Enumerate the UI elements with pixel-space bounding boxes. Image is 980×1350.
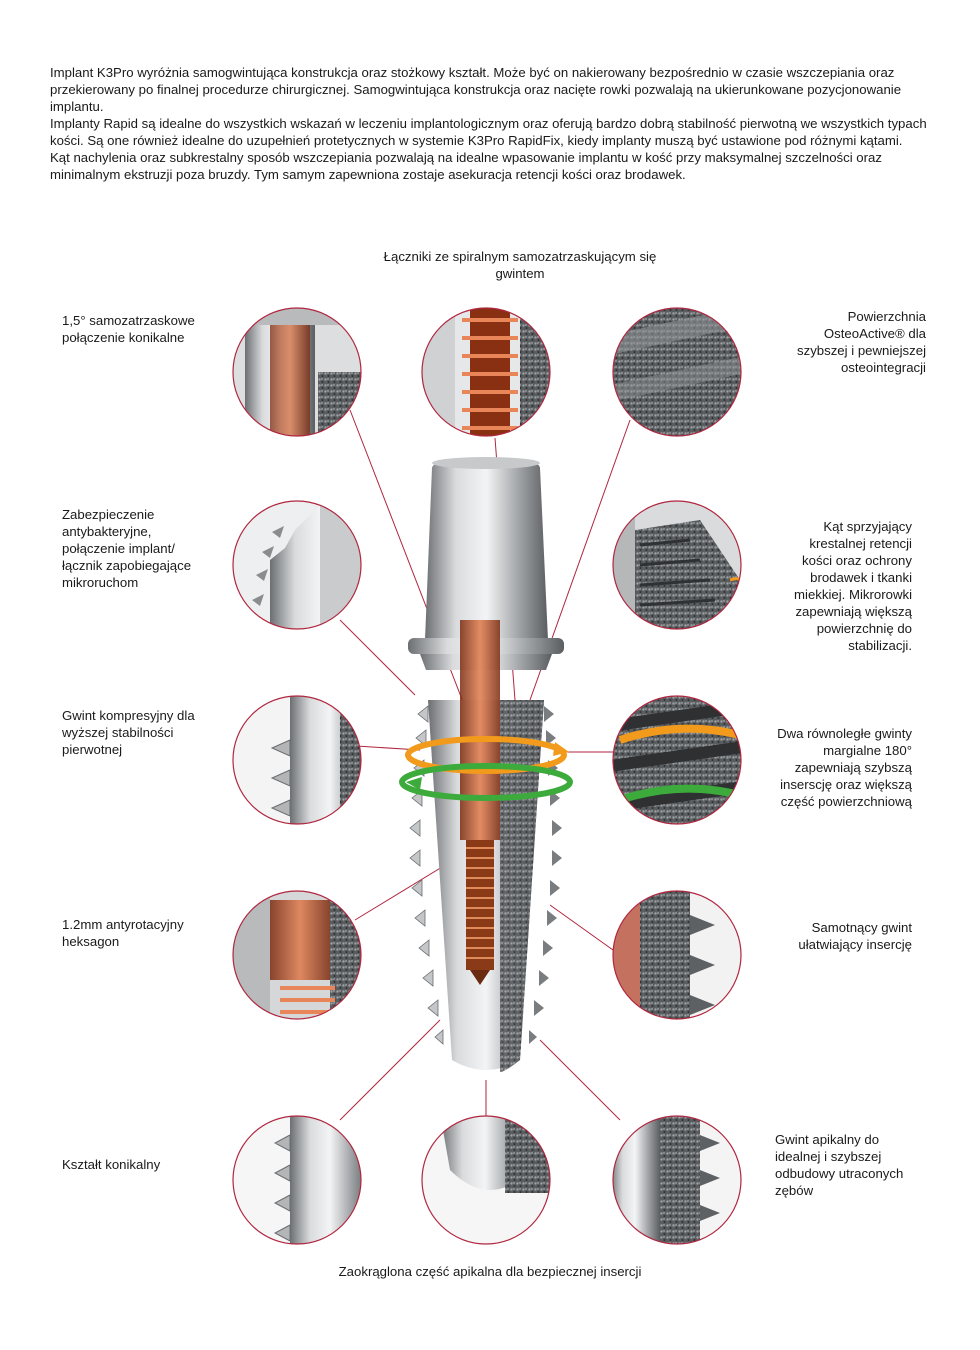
abutment-screw [460, 620, 500, 840]
detail-circle-self-tapping-thread [610, 888, 750, 1028]
label-antibacterial-seal: Zabezpieczenie antybakteryjne, połączenie implant/ łącznik zapobiegające mikroruchom [62, 507, 192, 590]
label-rounded-apex: Zaokrąglona część apikalna dla bezpiecznej insercji [338, 1264, 642, 1279]
label-osteoactive-surface: Powierzchnia OsteoActive® dla szybszej i pewniejszej osteointegracji [797, 309, 926, 375]
intro-paragraph-1: Implant K3Pro wyróżnia samogwintująca konstrukcja oraz stożkowy kształt. Może być on nakierowany bezpośrednio w czasie wszczepiania oraz przekierowany po finalnej procedurze chirurgicznej. Samogwintująca konstrukcja oraz nacięte rowki pozwalają na ukierunkowane pozycjonowanie implantu. [50, 65, 902, 114]
label-compression-thread: Gwint kompresyjny dla wyższej stabilności pierwotnej [62, 708, 195, 757]
detail-circle-compression-thread [230, 693, 370, 833]
label-conical-connection: 1,5° samozatrzaskowe połączenie konikalne [62, 313, 195, 345]
leader-line [340, 620, 415, 695]
detail-circle-crestal-angle [610, 498, 750, 640]
detail-circle-apical-thread [610, 1113, 750, 1253]
implant [402, 457, 570, 1072]
intro-paragraph-3: Kąt nachylenia oraz subkrestalny sposób wszczepiania pozwalają na idealne wpasowanie implantu w kość przy maksymalnej szczelności oraz minimalnym ekstruzji poza bruzdy. Tym samym zapewniona zostaje asekuracja retencji kości oraz brodawek. [50, 150, 882, 182]
label-conical-shape: Kształt konikalny [62, 1157, 161, 1172]
intro-paragraph-2: Implanty Rapid są idealne do wszystkich wskazań w leczeniu implantologicznym oraz oferują bardzo dobrą stabilność pierwotną we wszystkich typach kości. Są one również idealne do uzupełnień protetycznych w systemie K3Pro RapidFix, kiedy implanty muszą być ustawione pod różnymi kątami. [50, 116, 927, 148]
label-crestal-angle: Kąt sprzyjający krestalnej retencji kości oraz ochrony brodawek i tkanki miekkiej. Mikrorowki zapewniają większą powierzchnię do stabilizacji. [794, 519, 912, 653]
detail-circle-antibacterial-seal [230, 498, 370, 640]
detail-circle-hexagon [230, 888, 370, 1028]
label-apical-thread: Gwint apikalny do idealnej i szybszej odbudowy utraconych zębów [775, 1132, 904, 1198]
detail-circle-dual-threads [610, 693, 750, 833]
label-self-tapping-thread: Samotnący gwint ułatwiający insercję [798, 920, 912, 952]
label-hexagon: 1.2mm antyrotacyjny heksagon [62, 917, 184, 949]
leader-line [340, 1020, 440, 1120]
screw-thread [466, 840, 494, 970]
abutment [425, 458, 548, 640]
leader-line [540, 1040, 620, 1120]
detail-circle-osteoactive-surface [610, 305, 750, 445]
detail-circle-conical-shape [230, 1113, 370, 1253]
leader-line [550, 905, 620, 955]
label-dual-threads: Dwa równoległe gwinty margialne 180° zapewniają szybszą inserscję oraz większą część powierzchniową [777, 726, 912, 809]
label-abutment-screw: Łączniki ze spiralnym samozatrzaskującym się gwintem [383, 249, 657, 281]
